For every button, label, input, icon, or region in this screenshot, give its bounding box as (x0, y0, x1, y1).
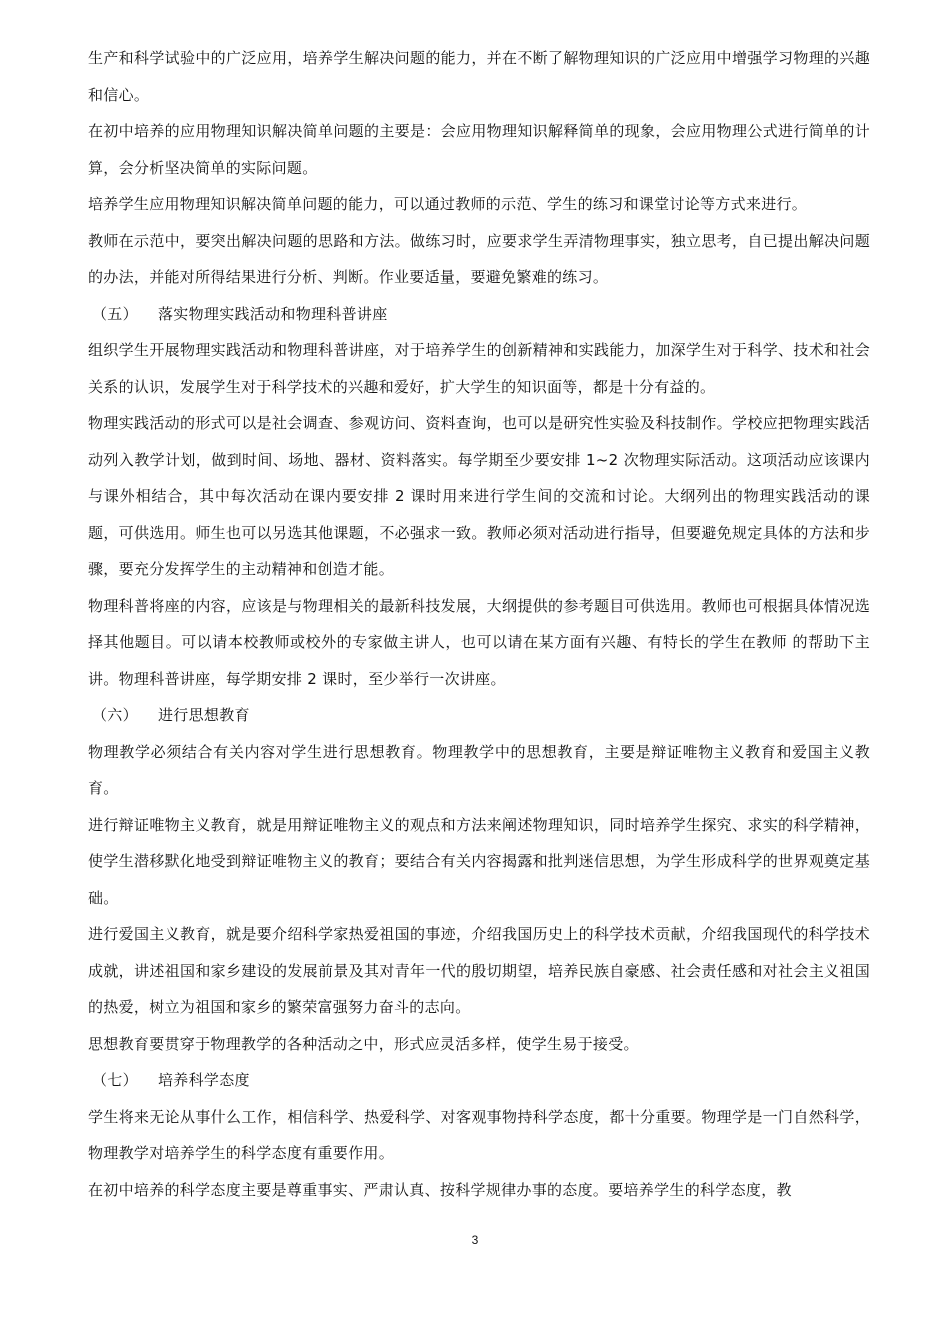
paragraph: 思想教育要贯穿于物理教学的各种活动之中，形式应灵活多样，使学生易于接受。 (88, 1034, 639, 1053)
paragraph: 组织学生开展物理实践活动和物理科普讲座，对于培养学生的创新精神和实践能力，加深学生对于科学、技术和社会关系的认识，发展学生对于科学技术的兴趣和爱好，扩大学生的知识面等，都是十分有益的。 (88, 341, 870, 396)
paragraph: 在初中培养的应用物理知识解决简单问题的主要是：会应用物理知识解释简单的现象，会应用物理公式进行简单的计算，会分析坚决简单的实际问题。 (88, 122, 870, 177)
body-text (88, 40, 870, 1208)
section-number: （六） (92, 706, 138, 724)
section-title: 进行思想教育 (158, 706, 250, 724)
section-heading (88, 697, 870, 734)
section-title: 落实物理实践活动和物理科普讲座 (158, 304, 388, 323)
section-number: （五） (92, 304, 138, 323)
paragraph: 生产和科学试验中的广泛应用，培养学生解决问题的能力，并在不断了解物理知识的广泛应用中增强学习物理的兴趣和信心。 (88, 49, 870, 104)
paragraph: 物理教学必须结合有关内容对学生进行思想教育。物理教学中的思想教育，主要是辩证唯物主义教育和爱国主义教育。 (88, 742, 870, 797)
paragraph: 教师在示范中，要突出解决问题的思路和方法。做练习时，应要求学生弄清物理事实，独立思考，自已提出解决问题的办法，并能对所得结果进行分析、判断。作业要适量，要避免繁难的练习。 (88, 231, 870, 286)
section-number: （七） (92, 1071, 138, 1089)
paragraph: 学生将来无论从事什么工作，相信科学、热爱科学、对客观事物持科学态度，都十分重要。物理学是一门自然科学，物理教学对培养学生的科学态度有重要作用。 (88, 1107, 870, 1162)
section-title: 培养科学态度 (158, 1071, 250, 1089)
section-heading (88, 296, 870, 333)
paragraph: 培养学生应用物理知识解决简单问题的能力，可以通过教师的示范、学生的练习和课堂讨论等方式来进行。 (88, 195, 808, 213)
section-heading (88, 1062, 870, 1099)
page-number: 3 (471, 1233, 479, 1247)
paragraph: 物理实践活动的形式可以是社会调查、参观访问、资料查询，也可以是研究性实验及科技制作。学校应把物理实践活动列入教学计划，做到时间、场地、器材、资料落实。每学期至少要安排 1~2 次物理实际活动。这项活动应该课内与课外相结合，其中每次活动在课内要安排 2 课时用来进行学生间的交流和讨论。大纲列出的物理实践活动的课题，可供选用。师生也可以另选其他课题，不必强求一致。教师必须对活动进行指导，但要避免规定具体的方法和步骤，要充分发挥学生的主动精神和创造才能。 (88, 414, 870, 578)
paragraph: 进行辩证唯物主义教育，就是用辩证唯物主义的观点和方法来阐述物理知识，同时培养学生探究、求实的科学精神，使学生潜移默化地受到辩证唯物主义的教育；要结合有关内容揭露和批判迷信思想，为学生形成科学的世界观奠定基础。 (88, 815, 870, 907)
paragraph: 进行爱国主义教育，就是要介绍科学家热爱祖国的事迹，介绍我国历史上的科学技术贡献，介绍我国现代的科学技术成就，讲述祖国和家乡建设的发展前景及其对青年一代的殷切期望，培养民族自豪感、社会责任感和对社会主义祖国的热爱，树立为祖国和家乡的繁荣富强努力奋斗的志向。 (88, 925, 870, 1016)
paragraph: 在初中培养的科学态度主要是尊重事实、严肃认真、按科学规律办事的态度。要培养学生的科学态度，教 (88, 1180, 792, 1199)
paragraph: 物理科普将座的内容，应该是与物理相关的最新科技发展，大纲提供的参考题目可供选用。教师也可根据具体情况选择其他题目。可以请本校教师或校外的专家做主讲人，也可以请在某方面有兴趣、有特长的学生在教师 的帮助下主讲。物理科普讲座，每学期安排 2 课时，至少举行一次讲座。 (88, 596, 870, 688)
